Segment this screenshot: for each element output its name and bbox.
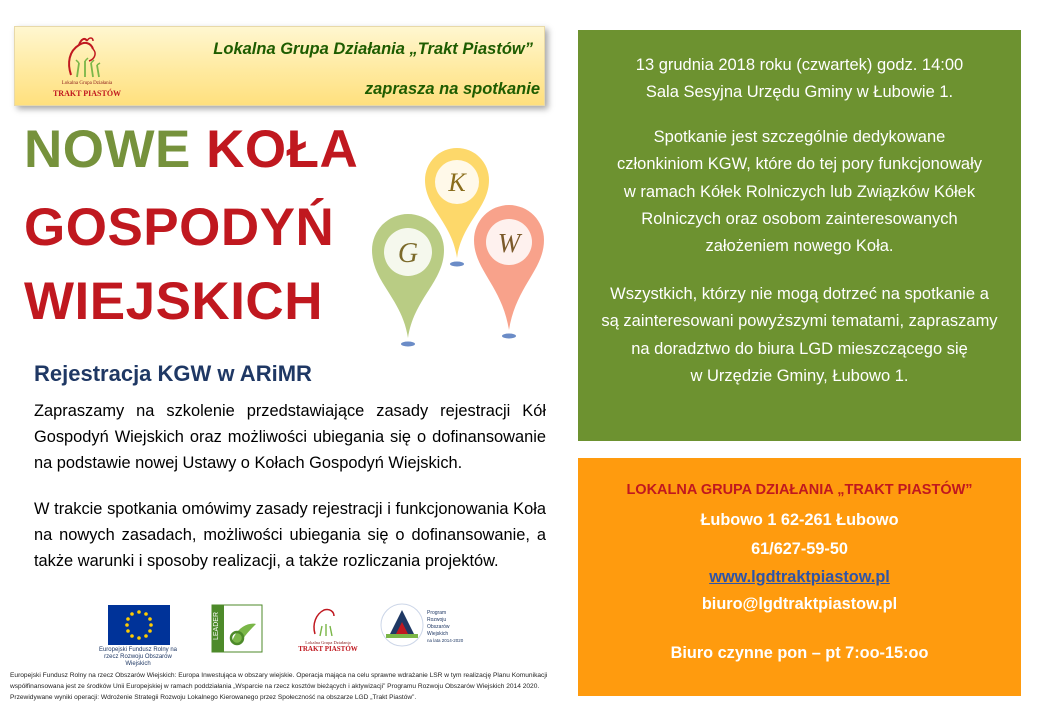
prow-logo-icon [381, 604, 464, 646]
headline-word-nowe: NOWE [24, 120, 191, 179]
svg-text:Lokalna Grupa Działania: Lokalna Grupa Działania [305, 640, 351, 645]
logo-caption: Lokalna Grupa Działania [61, 81, 113, 86]
kgw-pins-illustration [370, 140, 560, 350]
registration-paragraph-1: Zapraszamy na szkolenie przedstawiające zasady rejestracji Kół Gospodyń Wiejskich oraz możliwości ubiegania się o dofinansowanie na podstawie nowej Ustawy o Kołach Gospodyń Wiejskich. [34, 402, 546, 472]
svg-text:na lata 2014-2020: na lata 2014-2020 [427, 638, 464, 643]
eu-caption: Europejski Fundusz Rolny na rzecz Rozwoju Obszarów Wiejskich [98, 647, 178, 667]
headline-word-kola: KOŁA [206, 120, 359, 179]
svg-text:LEADER: LEADER [213, 611, 220, 640]
svg-text:W: W [497, 228, 521, 258]
event-date: 13 grudnia 2018 roku (czwartek) godz. 14:00 [635, 56, 964, 74]
contact-email[interactable]: biuro@lgdtraktpiastow.pl [701, 595, 898, 613]
lgd-small-logo-icon [298, 609, 358, 653]
event-info-box [578, 30, 1021, 441]
lgd-logo [37, 35, 137, 101]
eu-flag-icon [108, 605, 170, 645]
banner-subtitle: zaprasza na spotkanie [364, 80, 540, 98]
event-paragraph-2-end: w Urzędzie Gminy, Łubowo 1. [690, 366, 909, 385]
pin-g-icon [372, 214, 444, 347]
headline-line-3: WIEJSKICH [24, 272, 323, 331]
event-paragraph-2 [600, 281, 999, 390]
event-paragraph-2-text: Wszystkich, którzy nie mogą dotrzeć na spotkanie a są zainteresowani powyższymi tematami, zapraszamy na doradztwo do biura LGD mieszczącego się [601, 285, 998, 358]
svg-text:Wiejskich: Wiejskich [427, 631, 449, 637]
event-place: Sala Sesyjna Urzędu Gminy w Łubowie 1. [645, 83, 954, 102]
svg-text:Program: Program [427, 610, 447, 616]
contact-website-link[interactable]: www.lgdtraktpiastow.pl [709, 568, 890, 586]
logo-name: TRAKT PIASTÓW [52, 89, 122, 98]
contact-box [578, 458, 1021, 696]
pin-w-icon [474, 205, 544, 338]
svg-text:K: K [448, 168, 466, 197]
footer-note: Europejski Fundusz Rolny na rzecz Obszarów Wiejskich: Europa Inwestująca w obszary wiejskie. Operacja mająca na celu sprawne wdrażanie LSR w tym realizację Planu Komunikacji współfinansowana jest ze środków Unii Europejskiej w ramach poddziałania „Wsparcie na rzecz kosztów bieżących i aktywizacji” Programu Rozwoju Obszarów Wiejskich 2014 2020. Przewidywane wyniki operacji: Wdrożenie Strategii Rozwoju Lokalnego Kierowanego przez Społeczność na obszarze LGD „Trakt Piastów”. [10, 672, 548, 701]
banner-title: Lokalna Grupa Działania „Trakt Piastów” [213, 40, 533, 58]
registration-heading: Rejestracja KGW w ARiMR [34, 361, 312, 386]
svg-text:TRAKT PIASTÓW: TRAKT PIASTÓW [298, 645, 358, 653]
leader-logo-icon [212, 605, 262, 652]
headline-line-1 [24, 120, 358, 180]
contact-title: LOKALNA GRUPA DZIAŁANIA „TRAKT PIASTÓW” [626, 482, 973, 498]
office-hours: Biuro czynne pon – pt 7:oo-15:oo [670, 644, 929, 662]
svg-text:Obszarów: Obszarów [427, 624, 450, 630]
contact-address: Łubowo 1 62-261 Łubowo [700, 511, 899, 529]
svg-text:G: G [397, 238, 419, 269]
contact-phone: 61/627-59-50 [751, 540, 848, 558]
event-date-place [578, 52, 1021, 107]
header-banner [14, 26, 545, 106]
registration-paragraph-2: W trakcie spotkania omówimy zasady rejestracji i funkcjonowania Koła na nowych zasadach, możliwości ubiegania się o dofinansowanie, a także warunki i sposoby realizacji, a także rozliczania projektów. [34, 500, 546, 570]
svg-text:Rozwoju: Rozwoju [427, 617, 447, 623]
event-paragraph-1: Spotkanie jest szczególnie dedykowane członkiniom KGW, które do tej pory funkcjonowały w ramach Kółek Rolniczych lub Związków Kółek Rolniczych oraz osobom zainteresowanych założeniem nowego Koła. [617, 128, 982, 256]
headline-line-2: GOSPODYŃ [24, 198, 335, 257]
rooster-icon [37, 35, 137, 81]
